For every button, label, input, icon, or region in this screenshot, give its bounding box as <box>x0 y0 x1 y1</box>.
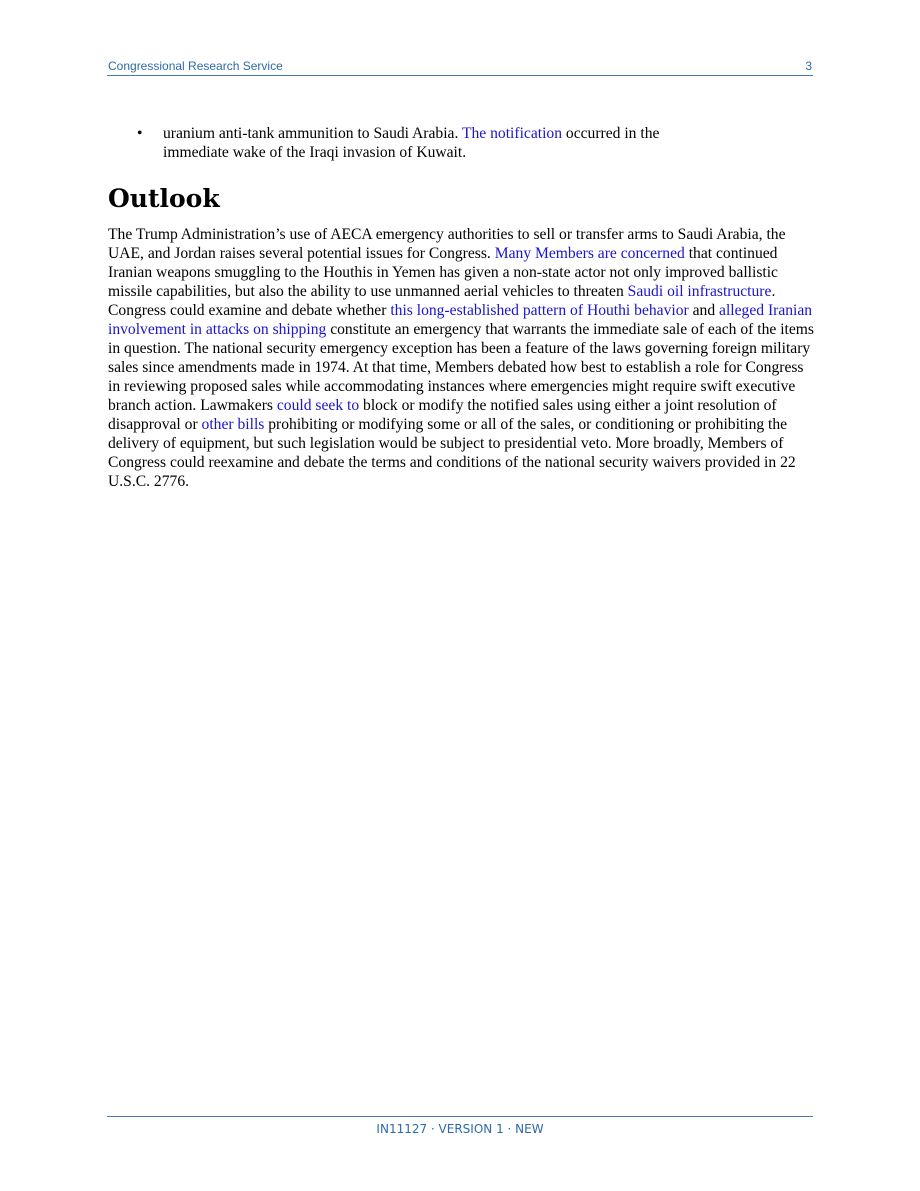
paragraph-text: block or modify the notified sales using either a joint resolution of disapproval or <box>108 397 777 433</box>
footer-text: IN11127 · VERSION 1 · NEW <box>376 1122 544 1136</box>
link-houthi-behavior[interactable]: this long-established pattern of Houthi behavior <box>390 302 689 319</box>
link-the-notification[interactable]: The notification <box>461 125 563 142</box>
paragraph-text: . Congress could examine and debate whether <box>108 283 776 319</box>
paragraph-text: and <box>688 302 720 319</box>
section-heading: Outlook <box>108 184 220 213</box>
link-iranian-involvement-shipping[interactable]: alleged Iranian involvement in attacks on shipping <box>108 302 813 338</box>
paragraph-text: that continued Iranian weapons smuggling to the Houthis in Yemen has given a non-state actor not only improved ballistic missile capabilities, but also the ability to use unmanned aerial vehicles to threaten <box>108 245 778 300</box>
bullet-text <box>163 124 723 162</box>
link-could-seek-to[interactable]: could seek to <box>276 397 360 414</box>
bullet-marker: • <box>137 125 143 142</box>
paragraph-text: prohibiting or modifying some or all of the sales, or conditioning or prohibiting the delivery of equipment, but such legislation would be subject to presidential veto. More broadly, Members of Congress could reexamine and debate the terms and conditions of the national security waivers provided in 22 U.S.C. 2776. <box>108 416 796 490</box>
bullet-text-part: uranium anti-tank ammunition to Saudi Arabia. <box>163 125 462 142</box>
page-footer <box>107 1116 813 1136</box>
link-other-bills[interactable]: other bills <box>201 416 265 433</box>
header-title: Congressional Research Service <box>108 59 283 73</box>
link-many-members-concerned[interactable]: Many Members are concerned <box>494 245 685 262</box>
bullet-text-part: occurred in the immediate wake of the Iraqi invasion of Kuwait. <box>163 125 660 161</box>
paragraph-text: The Trump Administration’s use of AECA emergency authorities to sell or transfer arms to Saudi Arabia, the UAE, and Jordan raises several potential issues for Congress. <box>108 226 786 262</box>
link-saudi-oil-infrastructure[interactable]: Saudi oil infrastructure <box>627 283 772 300</box>
page-header <box>107 57 813 76</box>
outlook-paragraph <box>108 225 816 491</box>
page-number: 3 <box>805 59 812 73</box>
paragraph-text: constitute an emergency that warrants the immediate sale of each of the items in question. The national security emergency exception has been a feature of the laws governing foreign military sales since amendments made in 1974. At that time, Members debated how best to establish a role for Congress in reviewing proposed sales while accommodating instances where emergencies might require swift executive branch action. Lawmakers <box>108 321 814 414</box>
